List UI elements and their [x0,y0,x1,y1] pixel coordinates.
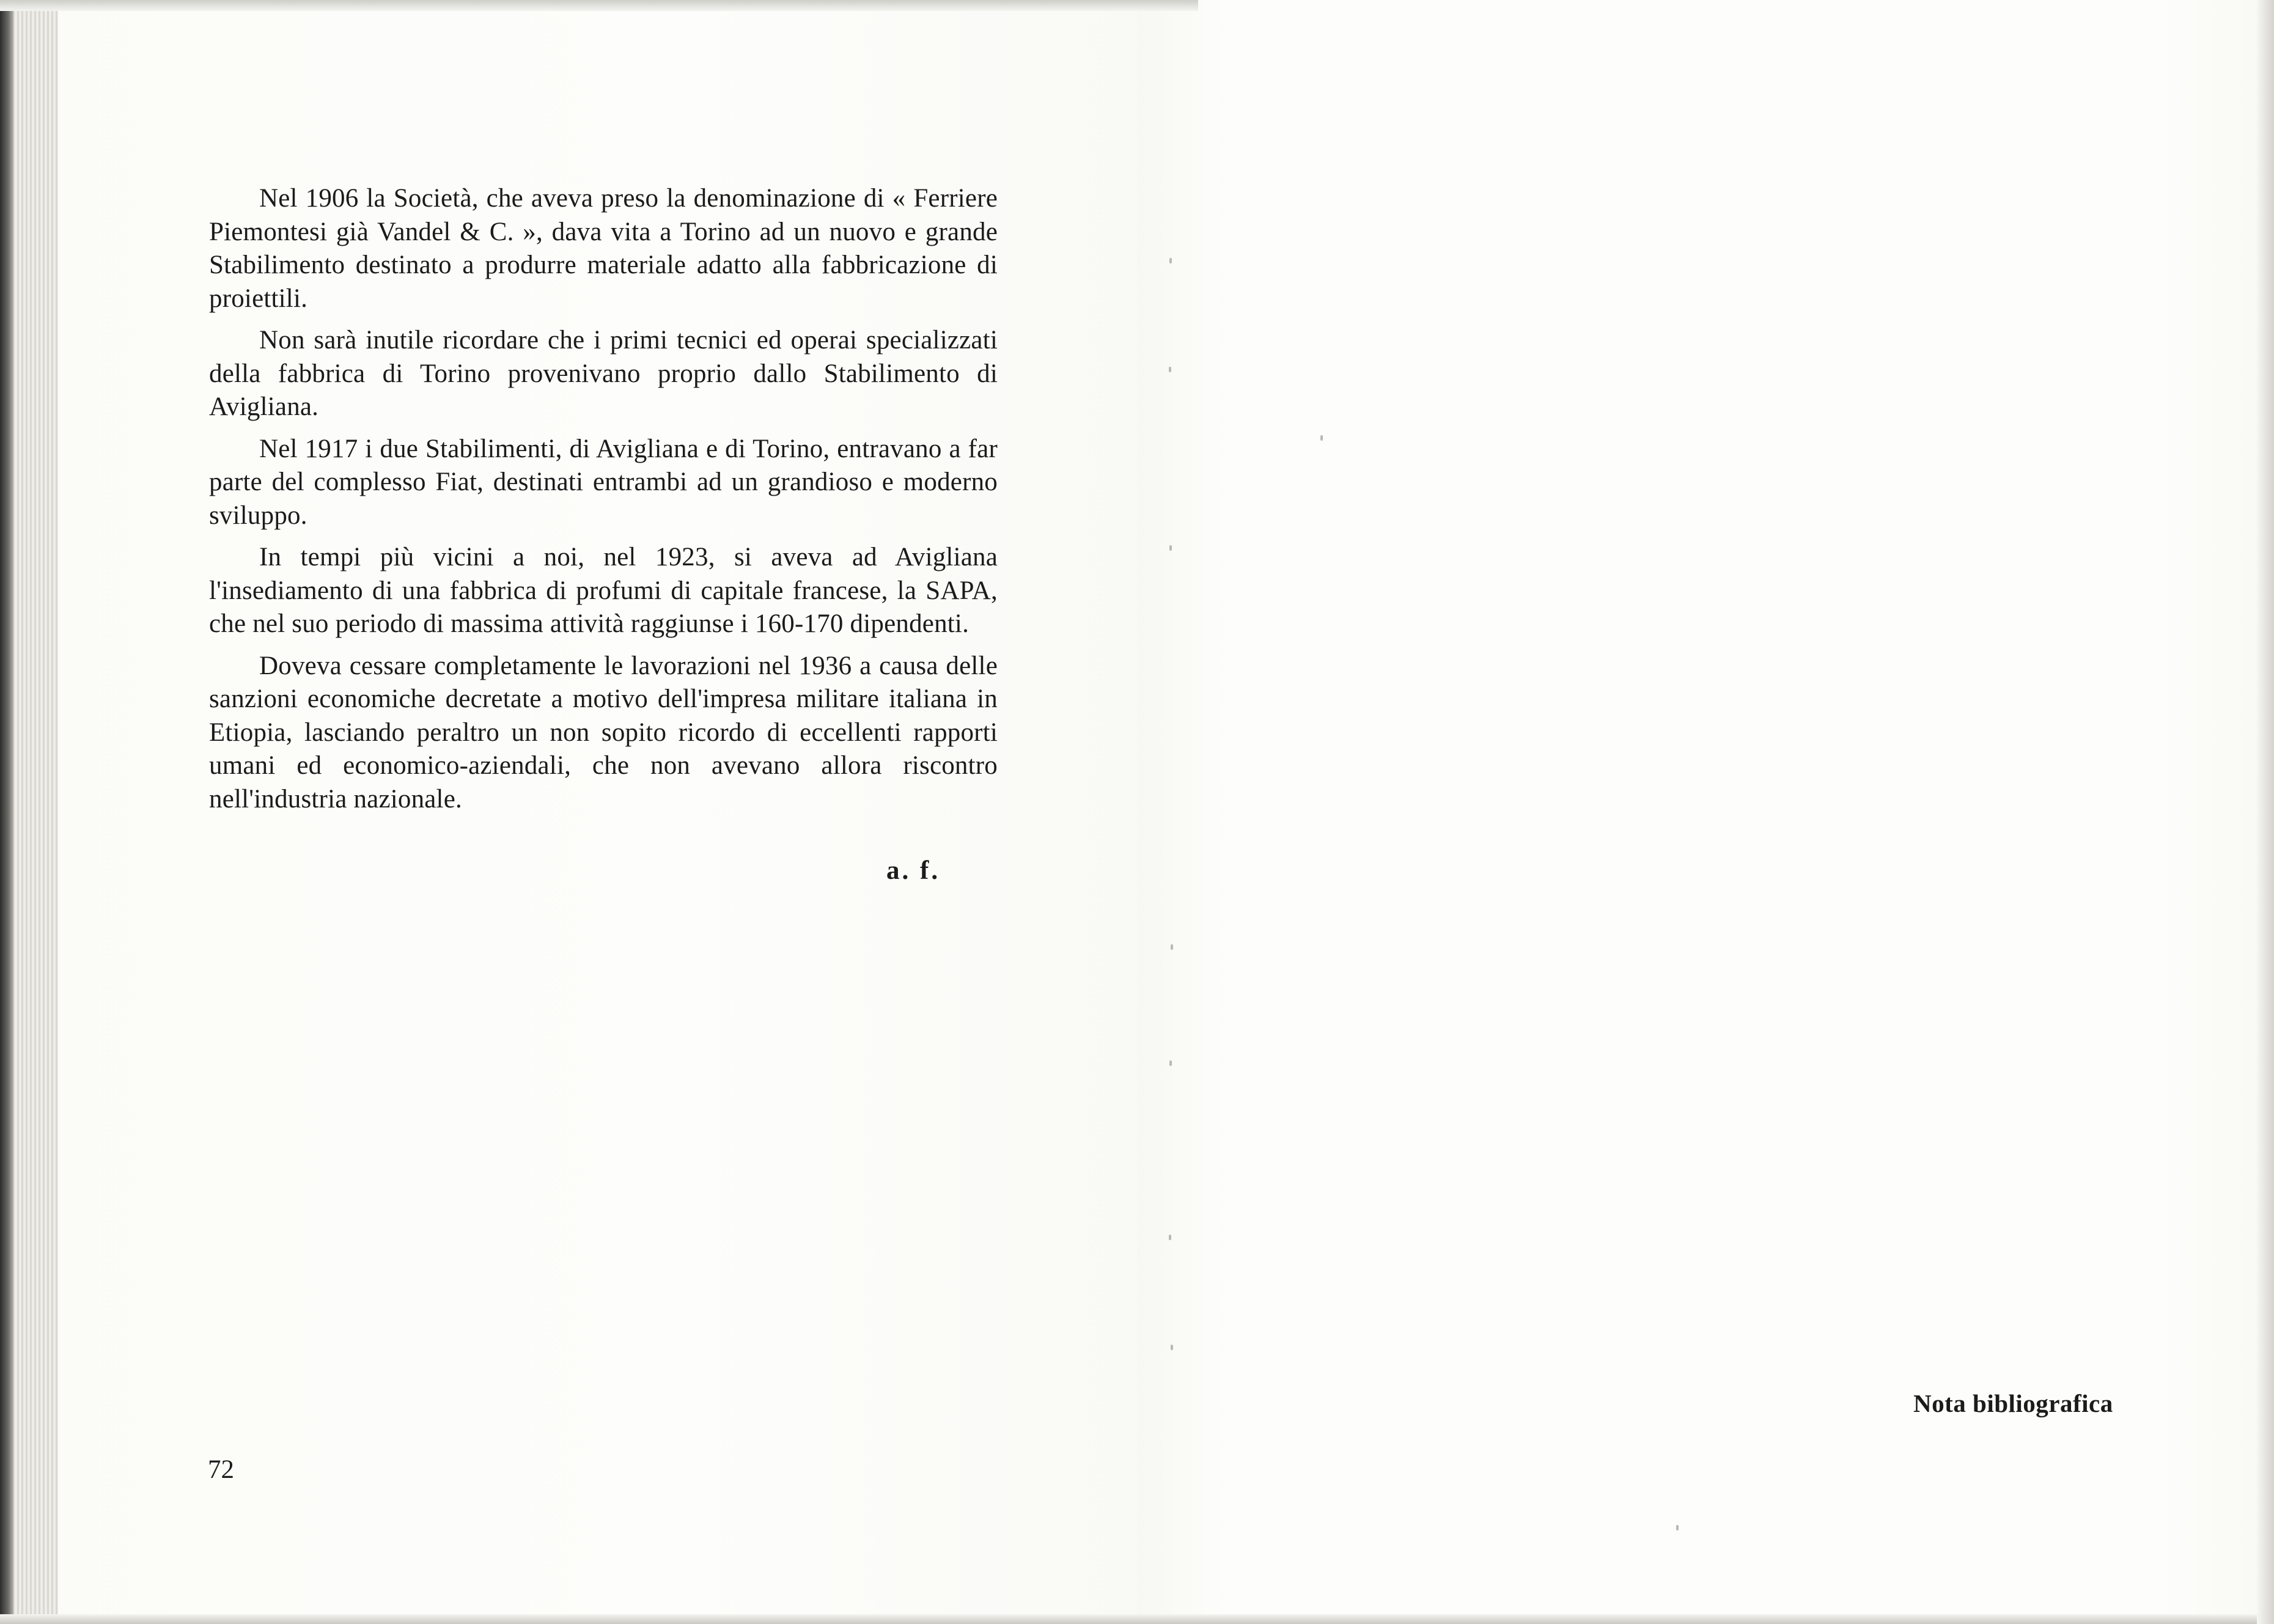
paragraph: In tempi più vicini a noi, nel 1923, si aveva ad Avigliana l'insediamento di una fabbrica di profumi di capitale francese, la SAPA, che nel suo periodo di massima attività raggiunse i 160-170 dipendenti. [209,543,998,638]
gutter-speck [1169,367,1171,372]
gutter-speck [1169,545,1172,551]
author-signature: a. f. [886,856,941,885]
gutter-speck [1676,1525,1679,1530]
section-title: Nota bibliografica [1913,1389,2113,1417]
body-text-column [209,182,998,825]
right-edge-shadow [2257,0,2274,1624]
gutter-speck [1320,435,1323,441]
page-number: 72 [208,1455,234,1484]
right-page [1137,0,2274,1624]
paragraph: Non sarà inutile ricordare che i primi tecnici ed operai specializzati della fabbrica di Torino provenivano proprio dallo Stabilimento di Avigliana. [209,326,998,421]
binding-shadow [0,0,13,1624]
paragraph: Nel 1917 i due Stabilimenti, di Avigliana e di Torino, entravano a far parte del complesso Fiat, destinati entrambi ad un grandioso e moderno sviluppo. [209,434,998,530]
gutter-speck [1169,1235,1171,1240]
gutter-speck [1171,944,1173,950]
gutter-speck [1171,1345,1173,1350]
paragraph: Nel 1906 la Società, che aveva preso la denominazione di « Ferriere Piemontesi già Vandel & C. », dava vita a Torino ad un nuovo e grande Stabilimento destinato a produrre materiale adatto alla fabbricazione di proiettili. [209,184,998,313]
bottom-edge-shadow [0,1614,2274,1624]
gutter-speck [1169,1060,1172,1066]
top-edge-shadow [0,0,1198,11]
gutter-speck [1169,258,1172,263]
paragraph: Doveva cessare completamente le lavorazioni nel 1936 a causa delle sanzioni economiche decretate a motivo dell'impresa militare italiana in Etiopia, lasciando peraltro un non sopito ricordo di eccellenti rapporti umani ed economico-aziendali, che non avevano allora riscontro nell'industria nazionale. [209,651,998,814]
